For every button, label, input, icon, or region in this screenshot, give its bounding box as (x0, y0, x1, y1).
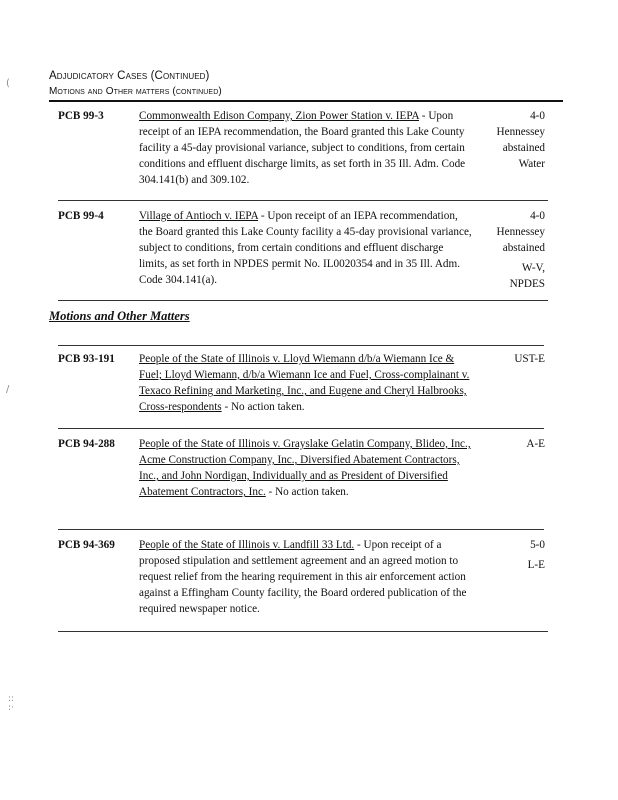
case-text: - Upon receipt of an IEPA recommendation, the Board granted this Lake County facility a 45-day provisional variance, subject to conditions, from certain conditions and effluent discharge limits, as set forth in 35 Ill. Adm. Code 304.141(b) and 309.102. (139, 110, 466, 186)
case-title: Commonwealth Edison Company, Zion Power Station v. IEPA (139, 110, 419, 122)
case-vote (473, 436, 545, 452)
vote-line: L-E (527, 559, 545, 571)
case-divider (58, 529, 544, 530)
vote-line: UST-E (514, 353, 545, 365)
scan-mark: :: :· (8, 694, 15, 713)
case-number: PCB 94-369 (58, 539, 115, 551)
case-description (139, 537, 472, 617)
header-rule (49, 100, 563, 102)
case-vote (473, 208, 545, 292)
case-description (139, 351, 472, 415)
vote-line: abstained (502, 242, 545, 254)
case-description (139, 436, 472, 500)
case-description (139, 208, 472, 288)
case-vote (473, 537, 545, 573)
case-text: - No action taken. (265, 486, 349, 498)
vote-line: W-V, (521, 262, 545, 274)
case-vote (473, 108, 545, 172)
scan-mark: / (6, 384, 10, 395)
scan-mark: ( (6, 78, 10, 89)
case-title: People of the State of Illinois v. Grayslake Gelatin Company, Blideo, Inc., Acme Construction Company, Inc., Diversified Abatement Contractors, Inc., and John Nordigan, Individually and as President of Diversified Abatement Contractors, Inc. (139, 438, 471, 498)
vote-line: 5-0 (530, 539, 545, 551)
vote-line: Hennessey (496, 126, 545, 138)
case-divider (58, 300, 548, 301)
vote-line: A-E (526, 438, 545, 450)
case-description (139, 108, 472, 188)
case-vote (473, 351, 545, 367)
vote-line: NPDES (509, 278, 545, 290)
case-number: PCB 99-4 (58, 210, 104, 222)
vote-line: Hennessey (496, 226, 545, 238)
case-number: PCB 94-288 (58, 438, 115, 450)
case-text: - No action taken. (221, 401, 305, 413)
vote-line: abstained (502, 142, 545, 154)
case-title: People of the State of Illinois v. Lloyd Wiemann d/b/a Wiemann Ice & Fuel; Lloyd Wiemann, d/b/a Wiemann Ice and Fuel, Cross-complainant v. Texaco Refining and Marketing, Inc., and Eugene and Cheryl Halbrooks, Cross-respondents (139, 353, 470, 413)
case-divider (58, 428, 544, 429)
section-title: Motions and Other Matters (49, 309, 190, 323)
case-title: Village of Antioch v. IEPA (139, 210, 259, 222)
case-text: - Upon receipt of an IEPA recommendation, the Board granted this Lake County facility a 45-day provisional variance, subject to conditions, from certain conditions and effluent discharge limits, as set forth in NPDES permit No. IL0020354 and in 35 Ill. Adm. Code 304.141(a). (139, 210, 472, 286)
case-number: PCB 93-191 (58, 353, 115, 365)
case-number: PCB 99-3 (58, 110, 104, 122)
page-header-subtitle: Motions and Other matters (continued) (49, 86, 222, 97)
case-divider (58, 345, 544, 346)
page-header-title: Adjudicatory Cases (Continued) (49, 70, 210, 82)
case-divider (58, 631, 548, 632)
vote-line: 4-0 (530, 210, 545, 222)
case-title: People of the State of Illinois v. Landfill 33 Ltd. (139, 539, 355, 551)
vote-line: 4-0 (530, 110, 545, 122)
case-text: - Upon receipt of a proposed stipulation and settlement agreement and an agreed motion to request relief from the hearing requirement in this air enforcement action against a Effingham County facility, the Board ordered publication of the required newspaper notice. (139, 539, 467, 615)
vote-line: Water (518, 158, 545, 170)
case-divider (58, 200, 548, 201)
